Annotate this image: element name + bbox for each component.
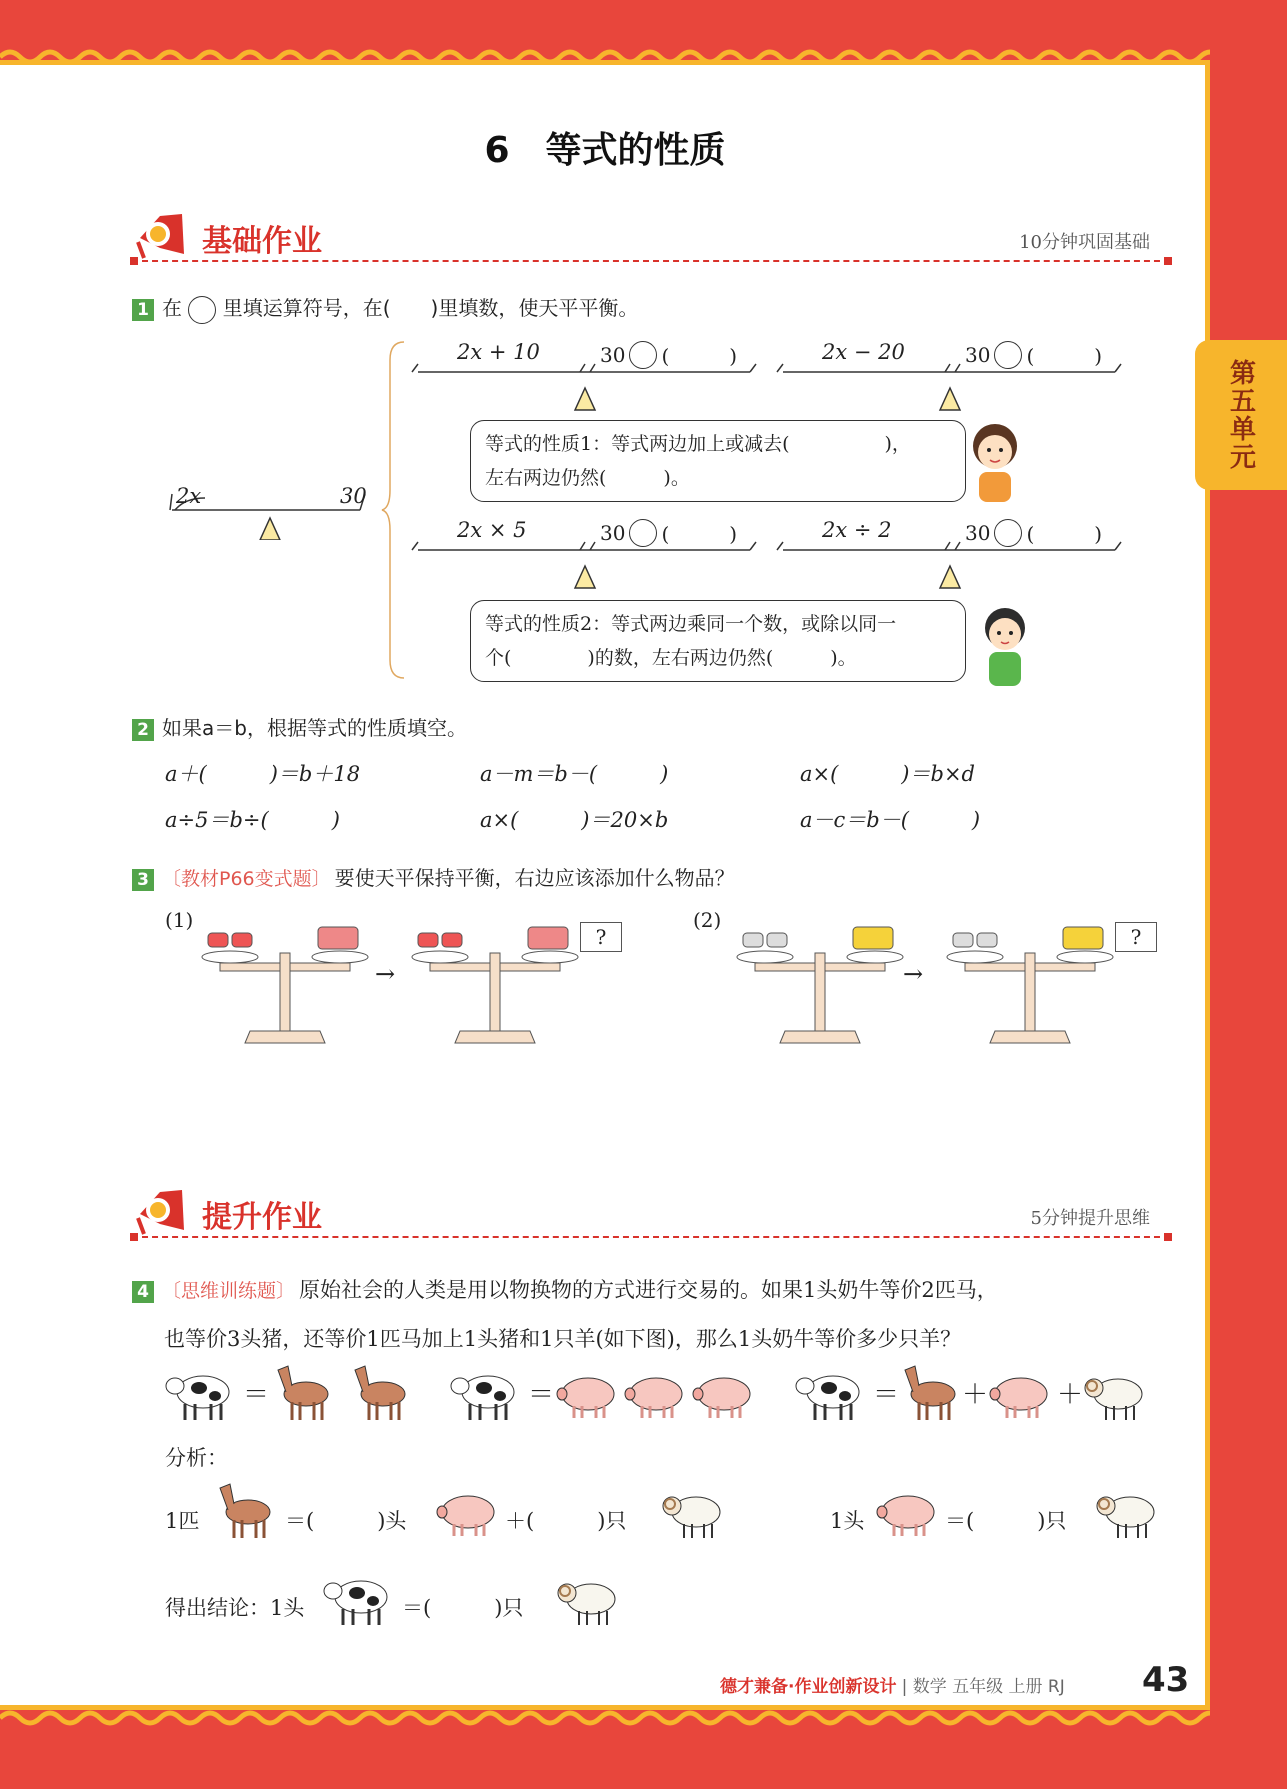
pig-icon: [688, 1362, 758, 1422]
conclusion-prefix: 得出结论：1头: [165, 1596, 305, 1620]
conclusion-blank: ＝( )只: [402, 1596, 524, 1620]
arrow-icon: →: [903, 960, 924, 988]
analysis-2-blank-sheep: ＝( )只: [945, 1509, 1067, 1533]
q3-number: 3: [132, 869, 154, 891]
analysis-1-blank-sheep: ＋( )只: [505, 1509, 627, 1533]
balance-right-expression: [600, 518, 737, 547]
equals-sign: ＝: [873, 1380, 900, 1410]
horse-icon: [210, 1480, 280, 1540]
horse-icon: [895, 1362, 965, 1422]
balance-left-expression: 2x − 20: [822, 340, 905, 364]
property2-line1: 等式的性质2：等式两边乘同一个数，或除以同一: [485, 613, 897, 635]
q2-item-4: a÷5＝b÷( ): [165, 808, 340, 832]
balance-left-expression: 2x ÷ 2: [822, 518, 892, 542]
operator-input-circle[interactable]: [629, 519, 657, 547]
plus-sign: ＋: [1057, 1380, 1084, 1410]
q2-item-6: a－c＝b－( ): [800, 808, 981, 832]
section-advanced-title: 提升作业: [202, 1200, 322, 1235]
sheep-icon: [1080, 1362, 1152, 1422]
number-blank[interactable]: ( ): [1026, 344, 1103, 368]
balance-right-value: 30: [965, 342, 991, 367]
question-box[interactable]: ?: [580, 922, 622, 952]
footer-info: | 数学 五年级 上册 RJ: [901, 1677, 1065, 1697]
q2-item-2: a－m＝b－( ): [480, 762, 669, 786]
analysis-2-prefix: 1头: [830, 1509, 865, 1533]
q2-prompt-text: 如果a＝b，根据等式的性质填空。: [162, 716, 467, 740]
operator-input-circle[interactable]: [629, 341, 657, 369]
q4-line2: 也等价3头猪，还等价1匹马加上1头猪和1只羊(如下图)，那么1头奶牛等价多少只羊？: [164, 1327, 962, 1351]
base-right-pan: 30: [340, 484, 367, 508]
q1-prompt: [132, 292, 638, 324]
section-divider: [132, 1236, 1170, 1238]
q3-part2-label: (2): [693, 908, 722, 932]
balance-right-value: 30: [965, 520, 991, 545]
analysis-1-blank-pigs: ＝( )头: [285, 1509, 407, 1533]
property2-line2: 个( )的数，左右两边仍然( )。: [485, 647, 857, 669]
q4-line1: 原始社会的人类是用以物换物的方式进行交易的。如果1头奶牛等价2匹马，: [299, 1278, 998, 1302]
number-blank[interactable]: ( ): [661, 344, 738, 368]
page-title: 6 等式的性质: [484, 130, 726, 171]
pan-scale-icon: [410, 905, 580, 1045]
property1-bubble: [470, 420, 966, 502]
q3-part1-label: (1): [165, 908, 194, 932]
base-left-pan: 2x: [176, 484, 202, 508]
boy-character-icon: [975, 602, 1035, 688]
pan-scale-icon: [945, 905, 1115, 1045]
analysis-1-prefix: 1匹: [165, 1509, 200, 1533]
balance-right-value: 30: [600, 342, 626, 367]
q2-item-1: a＋( )＝b＋18: [165, 762, 361, 786]
q3-prompt: [132, 862, 735, 891]
property2-bubble: [470, 600, 966, 682]
balance-right-expression: [965, 340, 1102, 369]
operator-circle: [188, 296, 216, 324]
balance-right-expression: [600, 340, 737, 369]
section-basic-subtitle: 10分钟巩固基础: [1019, 232, 1150, 253]
plus-sign: ＋: [962, 1380, 989, 1410]
equals-sign: ＝: [243, 1380, 270, 1410]
cow-icon: [450, 1362, 525, 1422]
horse-icon: [268, 1362, 340, 1422]
girl-character-icon: [965, 416, 1025, 504]
pan-scale-icon: [735, 905, 905, 1045]
number-blank[interactable]: ( ): [1026, 522, 1103, 546]
operator-input-circle[interactable]: [994, 519, 1022, 547]
balance-left-expression: 2x × 5: [457, 518, 527, 542]
sheep-icon: [553, 1567, 625, 1627]
question-box[interactable]: ?: [1115, 922, 1157, 952]
cow-icon: [323, 1567, 398, 1627]
property1-line1: 等式的性质1：等式两边加上或减去( )，: [485, 433, 911, 455]
pig-icon: [552, 1362, 622, 1422]
pan-scale-icon: [200, 905, 370, 1045]
section-basic-title: 基础作业: [202, 224, 322, 259]
section-basic-header: [130, 204, 1170, 274]
property1-line2: 左右两边仍然( )。: [485, 467, 690, 489]
balance-right-value: 30: [600, 520, 626, 545]
cow-icon: [795, 1362, 870, 1422]
section-advanced-subtitle: 5分钟提升思维: [1030, 1208, 1150, 1229]
q3-prompt-text: 要使天平保持平衡，右边应该添加什么物品？: [334, 866, 735, 890]
horse-icon: [345, 1362, 417, 1422]
megaphone-icon: [130, 1184, 190, 1236]
pig-icon: [872, 1480, 942, 1540]
cow-icon: [165, 1362, 240, 1422]
q3-source: 〔教材P66变式题〕: [162, 868, 331, 890]
analysis-label: 分析：: [165, 1446, 228, 1470]
footer-publisher: 德才兼备·作业创新设计: [720, 1677, 897, 1697]
balance-right-expression: [965, 518, 1102, 547]
number-blank[interactable]: ( ): [661, 522, 738, 546]
arrow-icon: →: [375, 960, 396, 988]
sheep-icon: [1092, 1480, 1164, 1540]
brace: [380, 340, 410, 680]
page-number: 43: [1142, 1660, 1190, 1700]
q4-source: 〔思维训练题〕: [162, 1280, 296, 1302]
pig-icon: [432, 1480, 502, 1540]
pig-icon: [985, 1362, 1053, 1422]
unit-side-tab: 第五单元: [1195, 340, 1287, 490]
q2-prompt: [132, 712, 467, 741]
pig-icon: [620, 1362, 690, 1422]
q2-item-3: a×( )＝b×d: [800, 762, 975, 786]
q2-item-5: a×( )＝20×b: [480, 808, 669, 832]
q2-number: 2: [132, 719, 154, 741]
equals-sign: ＝: [528, 1380, 555, 1410]
q4-text: [132, 1266, 1182, 1363]
sheep-icon: [658, 1480, 730, 1540]
balance-left-expression: 2x + 10: [457, 340, 540, 364]
section-divider: [132, 260, 1170, 262]
footer: [720, 1672, 1065, 1697]
q4-number: 4: [132, 1281, 154, 1303]
megaphone-icon: [130, 208, 190, 260]
section-advanced-header: [130, 1180, 1170, 1250]
q1-prompt-b: 里填运算符号，在( )里填数，使天平平衡。: [222, 296, 639, 320]
operator-input-circle[interactable]: [994, 341, 1022, 369]
q1-number: 1: [132, 299, 154, 321]
q1-prompt-a: 在: [162, 296, 182, 320]
